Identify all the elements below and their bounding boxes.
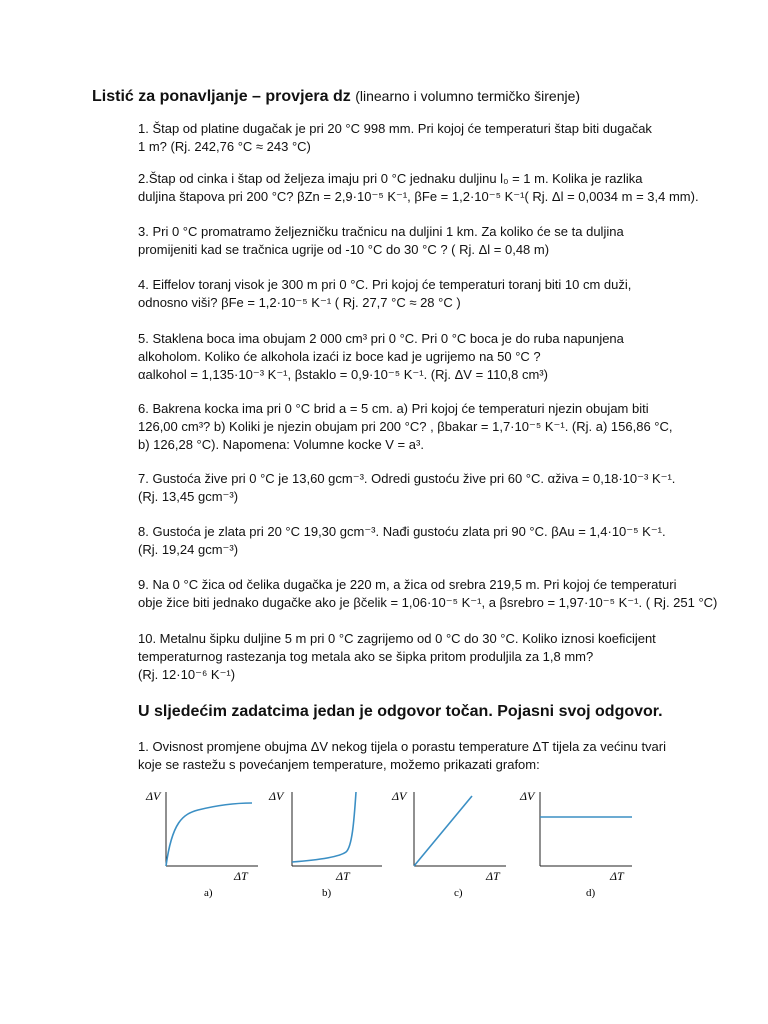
page-title — [92, 88, 580, 106]
curve-saturating — [166, 803, 252, 866]
problem-6 — [138, 400, 698, 454]
problem-1-line: 1 m? (Rj. 242,76 °C ≈ 243 °C) — [138, 139, 311, 154]
problem-7-line: (Rj. 13,45 gcm⁻³) — [138, 489, 239, 504]
problem-10-line: (Rj. 12·10⁻⁶ K⁻¹) — [138, 667, 236, 682]
problem-7 — [138, 470, 698, 506]
problem-2-line: duljina štapova pri 200 °C? βZn = 2,9·10⁻⁵ K⁻¹, βFe = 1,2·10⁻⁵ K⁻¹( Rj. Δl = 0,0034 m = 3,4 mm). — [138, 189, 699, 204]
problem-5-line: alkoholom. Koliko će alkohola izaći iz boce kad je ugrijemo na 50 °C ? — [138, 349, 541, 364]
title-main: Listić za ponavljanje – provjera dz — [92, 88, 351, 105]
graph-option-label: d) — [586, 887, 596, 899]
problem-1-line: 1. Štap od platine dugačak je pri 20 °C 998 mm. Pri kojoj će temperaturi štap biti dugačak — [138, 121, 652, 136]
graph-xlabel: ΔT — [610, 869, 624, 883]
problem-1 — [138, 120, 698, 156]
title-subtitle: (linearno i volumno termičko širenje) — [355, 88, 581, 104]
problem-3 — [138, 223, 698, 259]
graph-xlabel: ΔT — [336, 869, 350, 883]
curve-exponential — [292, 792, 356, 862]
problem-9 — [138, 576, 718, 612]
problem-6-line: 126,00 cm³? b) Koliki je njezin obujam pri 200 °C? , βbakar = 1,7·10⁻⁵ K⁻¹. (Rj. a) 156,86 °C, — [138, 419, 673, 434]
problem-7-line: 7. Gustoća žive pri 0 °C je 13,60 gcm⁻³. Odredi gustoću žive pri 60 °C. αživa = 0,18·10⁻³ K⁻¹. — [138, 471, 676, 486]
graph-c[interactable] — [391, 789, 506, 899]
graph-xlabel: ΔT — [234, 869, 248, 883]
problem-2 — [138, 170, 698, 206]
problem-5-line: 5. Staklena boca ima obujam 2 000 cm³ pri 0 °C. Pri 0 °C boca je do ruba napunjena — [138, 331, 624, 346]
graph-d[interactable] — [519, 789, 632, 899]
question-1-line: koje se rastežu s povećanjem temperature, možemo prikazati grafom: — [138, 757, 540, 772]
problem-8-line: (Rj. 19,24 gcm⁻³) — [138, 542, 239, 557]
graph-ylabel: ΔV — [269, 789, 284, 803]
graph-option-label: b) — [322, 887, 332, 899]
problem-9-line: obje žice biti jednako dugačke ako je βčelik = 1,06·10⁻⁵ K⁻¹, a βsrebro = 1,97·10⁻⁵ K⁻¹. ( Rj. 251 °C) — [138, 595, 718, 610]
graph-a[interactable] — [145, 789, 258, 899]
problem-9-line: 9. Na 0 °C žica od čelika dugačka je 220 m, a žica od srebra 219,5 m. Pri kojoj će temperaturi — [138, 577, 677, 592]
answer-graphs — [138, 782, 638, 900]
question-1 — [138, 738, 666, 774]
problem-8-line: 8. Gustoća je zlata pri 20 °C 19,30 gcm⁻³. Nađi gustoću zlata pri 90 °C. βAu = 1,4·10⁻⁵ K⁻¹. — [138, 524, 666, 539]
problem-10-line: 10. Metalnu šipku duljine 5 m pri 0 °C zagrijemo od 0 °C do 30 °C. Koliko iznosi koeficijent — [138, 631, 656, 646]
graph-option-label: a) — [204, 887, 213, 899]
problem-5-line: αalkohol = 1,135·10⁻³ K⁻¹, βstaklo = 0,9·10⁻⁵ K⁻¹. (Rj. ΔV = 110,8 cm³) — [138, 367, 548, 382]
problem-3-line: 3. Pri 0 °C promatramo željezničku tračnicu na duljini 1 km. Za koliko će se ta duljina — [138, 224, 624, 239]
problem-4 — [138, 276, 698, 312]
problem-4-line: 4. Eiffelov toranj visok je 300 m pri 0 °C. Pri kojoj će temperaturi toranj biti 10 cm duži, — [138, 277, 632, 292]
graph-xlabel: ΔT — [486, 869, 500, 883]
graph-ylabel: ΔV — [392, 789, 407, 803]
problem-6-line: 6. Bakrena kocka ima pri 0 °C brid a = 5 cm. a) Pri kojoj će temperaturi njezin obujam biti — [138, 401, 649, 416]
problem-4-line: odnosno viši? βFe = 1,2·10⁻⁵ K⁻¹ ( Rj. 27,7 °C ≈ 28 °C ) — [138, 295, 461, 310]
curve-linear — [414, 796, 472, 866]
problem-10-line: temperaturnog rastezanja tog metala ako se šipka pritom produljila za 1,8 mm? — [138, 649, 594, 664]
problem-10 — [138, 630, 698, 684]
graph-option-label: c) — [454, 887, 463, 899]
section-heading: U sljedećim zadatcima jedan je odgovor točan. Pojasni svoj odgovor. — [138, 703, 663, 720]
graph-ylabel: ΔV — [146, 789, 161, 803]
problem-6-line: b) 126,28 °C). Napomena: Volumne kocke V = a³. — [138, 437, 424, 452]
graph-b[interactable] — [268, 789, 382, 899]
graph-ylabel: ΔV — [520, 789, 535, 803]
problem-2-line: 2.Štap od cinka i štap od željeza imaju pri 0 °C jednaku duljinu l₀ = 1 m. Kolika je razlika — [138, 171, 643, 186]
question-1-line: 1. Ovisnost promjene obujma ΔV nekog tijela o porastu temperature ΔT tijela za većinu tvari — [138, 739, 666, 754]
problem-8 — [138, 523, 698, 559]
problem-3-line: promijeniti kad se tračnica ugrije od -10 °C do 30 °C ? ( Rj. Δl = 0,48 m) — [138, 242, 550, 257]
problem-5 — [138, 330, 698, 384]
